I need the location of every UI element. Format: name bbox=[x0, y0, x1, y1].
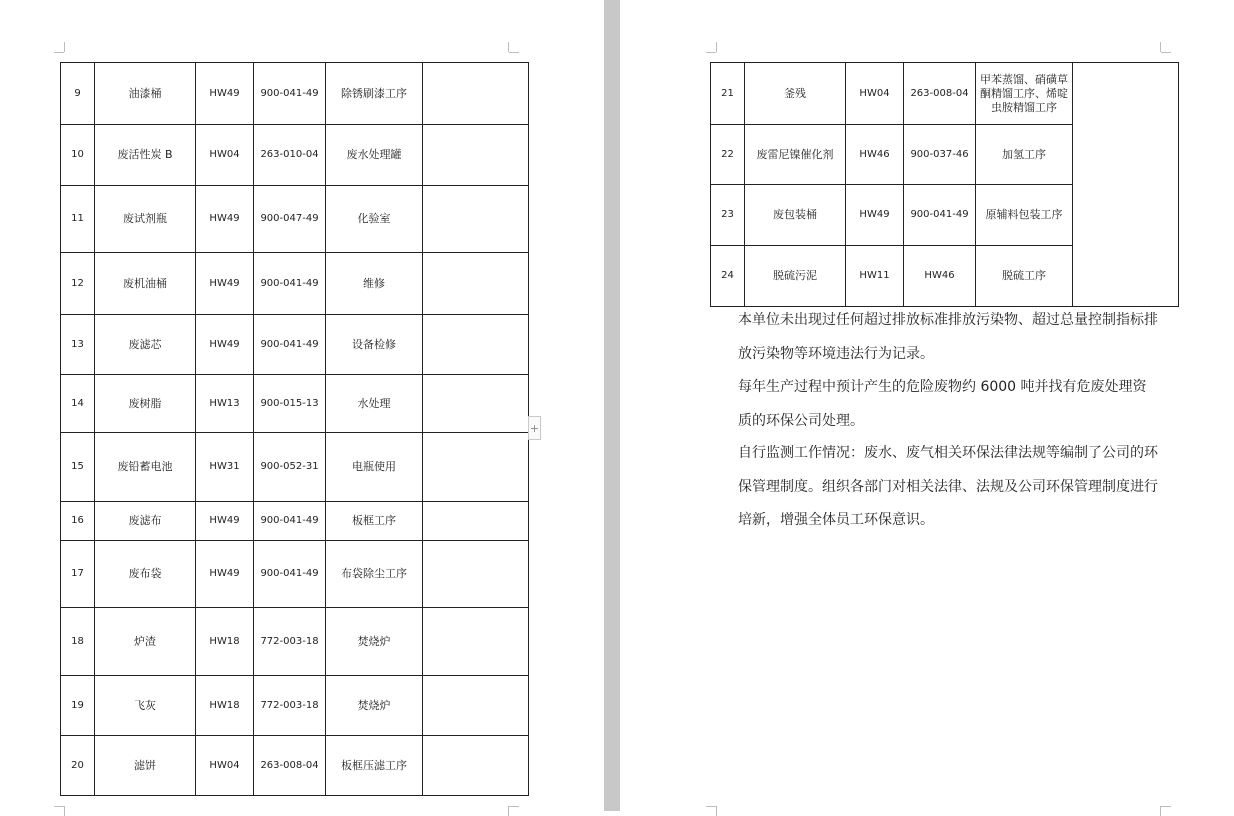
waste-code: HW46 bbox=[904, 246, 976, 307]
waste-category: HW04 bbox=[846, 63, 904, 125]
waste-source: 维修 bbox=[326, 253, 423, 315]
waste-source: 化验室 bbox=[326, 186, 423, 253]
row-number: 11 bbox=[61, 186, 95, 253]
waste-code: 263-010-04 bbox=[254, 125, 326, 186]
waste-source: 电瓶使用 bbox=[326, 433, 423, 502]
waste-category: HW18 bbox=[196, 676, 254, 736]
empty-cell bbox=[423, 502, 529, 541]
table-row bbox=[61, 608, 529, 676]
waste-category: HW49 bbox=[196, 315, 254, 375]
table-row bbox=[61, 375, 529, 433]
row-number: 14 bbox=[61, 375, 95, 433]
table-row bbox=[61, 736, 529, 796]
waste-category: HW49 bbox=[196, 541, 254, 608]
waste-category: HW13 bbox=[196, 375, 254, 433]
row-number: 16 bbox=[61, 502, 95, 541]
row-number: 19 bbox=[61, 676, 95, 736]
waste-code: 900-041-49 bbox=[254, 253, 326, 315]
row-number: 12 bbox=[61, 253, 95, 315]
waste-name: 滤饼 bbox=[95, 736, 196, 796]
hazardous-waste-table-left bbox=[60, 62, 529, 796]
row-number: 21 bbox=[711, 63, 745, 125]
waste-code: 900-041-49 bbox=[254, 502, 326, 541]
waste-category: HW49 bbox=[846, 185, 904, 246]
table-row bbox=[61, 186, 529, 253]
row-number: 9 bbox=[61, 63, 95, 125]
table-row bbox=[61, 125, 529, 186]
row-number: 23 bbox=[711, 185, 745, 246]
waste-source: 甲苯蒸馏、硝磺草酮精馏工序、烯啶虫胺精馏工序 bbox=[976, 63, 1073, 125]
waste-source: 焚烧炉 bbox=[326, 608, 423, 676]
waste-category: HW04 bbox=[196, 125, 254, 186]
waste-category: HW18 bbox=[196, 608, 254, 676]
row-number: 10 bbox=[61, 125, 95, 186]
row-number: 22 bbox=[711, 125, 745, 185]
empty-cell bbox=[423, 433, 529, 502]
waste-category: HW49 bbox=[196, 502, 254, 541]
row-number: 24 bbox=[711, 246, 745, 307]
empty-cell bbox=[423, 186, 529, 253]
waste-name: 飞灰 bbox=[95, 676, 196, 736]
empty-cell bbox=[1073, 63, 1179, 125]
waste-code: 900-037-46 bbox=[904, 125, 976, 185]
table-row bbox=[711, 185, 1179, 246]
waste-name: 废活性炭 B bbox=[95, 125, 196, 186]
waste-source: 原辅料包装工序 bbox=[976, 185, 1073, 246]
waste-source: 脱硫工序 bbox=[976, 246, 1073, 307]
waste-name: 废铅蓄电池 bbox=[95, 433, 196, 502]
waste-code: 900-041-49 bbox=[254, 63, 326, 125]
waste-name: 油漆桶 bbox=[95, 63, 196, 125]
waste-source: 加氢工序 bbox=[976, 125, 1073, 185]
waste-name: 脱硫污泥 bbox=[745, 246, 846, 307]
waste-code: 900-015-13 bbox=[254, 375, 326, 433]
table-row bbox=[711, 125, 1179, 185]
empty-cell bbox=[1073, 246, 1179, 307]
waste-category: HW46 bbox=[846, 125, 904, 185]
empty-cell bbox=[1073, 125, 1179, 185]
waste-source: 板框工序 bbox=[326, 502, 423, 541]
paragraph-self-monitoring: 自行监测工作情况：废水、废气相关环保法律法规等编制了公司的环保管理制度。组织各部门对相关法律、法规及公司环保管理制度进行培新，增强全体员工环保意识。 bbox=[738, 445, 1158, 528]
waste-code: 900-041-49 bbox=[254, 315, 326, 375]
waste-name: 废试剂瓶 bbox=[95, 186, 196, 253]
waste-name: 釜残 bbox=[745, 63, 846, 125]
empty-cell bbox=[423, 125, 529, 186]
page-gap bbox=[604, 0, 620, 811]
waste-name: 废滤布 bbox=[95, 502, 196, 541]
waste-name: 废雷尼镍催化剂 bbox=[745, 125, 846, 185]
waste-name: 废树脂 bbox=[95, 375, 196, 433]
table-row bbox=[61, 541, 529, 608]
waste-category: HW04 bbox=[196, 736, 254, 796]
empty-cell bbox=[1073, 185, 1179, 246]
waste-category: HW11 bbox=[846, 246, 904, 307]
waste-name: 废包装桶 bbox=[745, 185, 846, 246]
waste-name: 废机油桶 bbox=[95, 253, 196, 315]
waste-code: 900-047-49 bbox=[254, 186, 326, 253]
waste-code: 900-041-49 bbox=[904, 185, 976, 246]
empty-cell bbox=[423, 676, 529, 736]
waste-category: HW49 bbox=[196, 186, 254, 253]
waste-code: 263-008-04 bbox=[254, 736, 326, 796]
waste-source: 板框压滤工序 bbox=[326, 736, 423, 796]
waste-code: 900-041-49 bbox=[254, 541, 326, 608]
table-row bbox=[61, 315, 529, 375]
waste-category: HW49 bbox=[196, 253, 254, 315]
empty-cell bbox=[423, 253, 529, 315]
paragraph-violation-record: 本单位未出现过任何超过排放标准排放污染物、超过总量控制指标排放污染物等环境违法行为记录。 bbox=[738, 312, 1158, 362]
empty-cell bbox=[423, 541, 529, 608]
row-number: 20 bbox=[61, 736, 95, 796]
table-row bbox=[61, 253, 529, 315]
waste-category: HW49 bbox=[196, 63, 254, 125]
waste-category: HW31 bbox=[196, 433, 254, 502]
row-number: 17 bbox=[61, 541, 95, 608]
waste-name: 废布袋 bbox=[95, 541, 196, 608]
hazardous-waste-table-right bbox=[710, 62, 1179, 307]
row-number: 18 bbox=[61, 608, 95, 676]
empty-cell bbox=[423, 375, 529, 433]
waste-source: 布袋除尘工序 bbox=[326, 541, 423, 608]
waste-source: 水处理 bbox=[326, 375, 423, 433]
waste-code: 263-008-04 bbox=[904, 63, 976, 125]
waste-name: 炉渣 bbox=[95, 608, 196, 676]
table-row bbox=[61, 502, 529, 541]
waste-source: 设备检修 bbox=[326, 315, 423, 375]
table-row bbox=[61, 433, 529, 502]
empty-cell bbox=[423, 63, 529, 125]
waste-source: 废水处理罐 bbox=[326, 125, 423, 186]
waste-name: 废滤芯 bbox=[95, 315, 196, 375]
empty-cell bbox=[423, 315, 529, 375]
table-row bbox=[61, 63, 529, 125]
table-row bbox=[61, 676, 529, 736]
paragraph-annual-waste: 每年生产过程中预计产生的危险废物约 6000 吨并找有危废处理资质的环保公司处理。 bbox=[738, 379, 1147, 429]
waste-source: 除锈刷漆工序 bbox=[326, 63, 423, 125]
row-number: 15 bbox=[61, 433, 95, 502]
waste-code: 772-003-18 bbox=[254, 608, 326, 676]
table-row bbox=[711, 246, 1179, 307]
add-icon[interactable]: + bbox=[528, 416, 541, 440]
empty-cell bbox=[423, 736, 529, 796]
waste-code: 772-003-18 bbox=[254, 676, 326, 736]
table-row bbox=[711, 63, 1179, 125]
waste-code: 900-052-31 bbox=[254, 433, 326, 502]
row-number: 13 bbox=[61, 315, 95, 375]
waste-source: 焚烧炉 bbox=[326, 676, 423, 736]
empty-cell bbox=[423, 608, 529, 676]
